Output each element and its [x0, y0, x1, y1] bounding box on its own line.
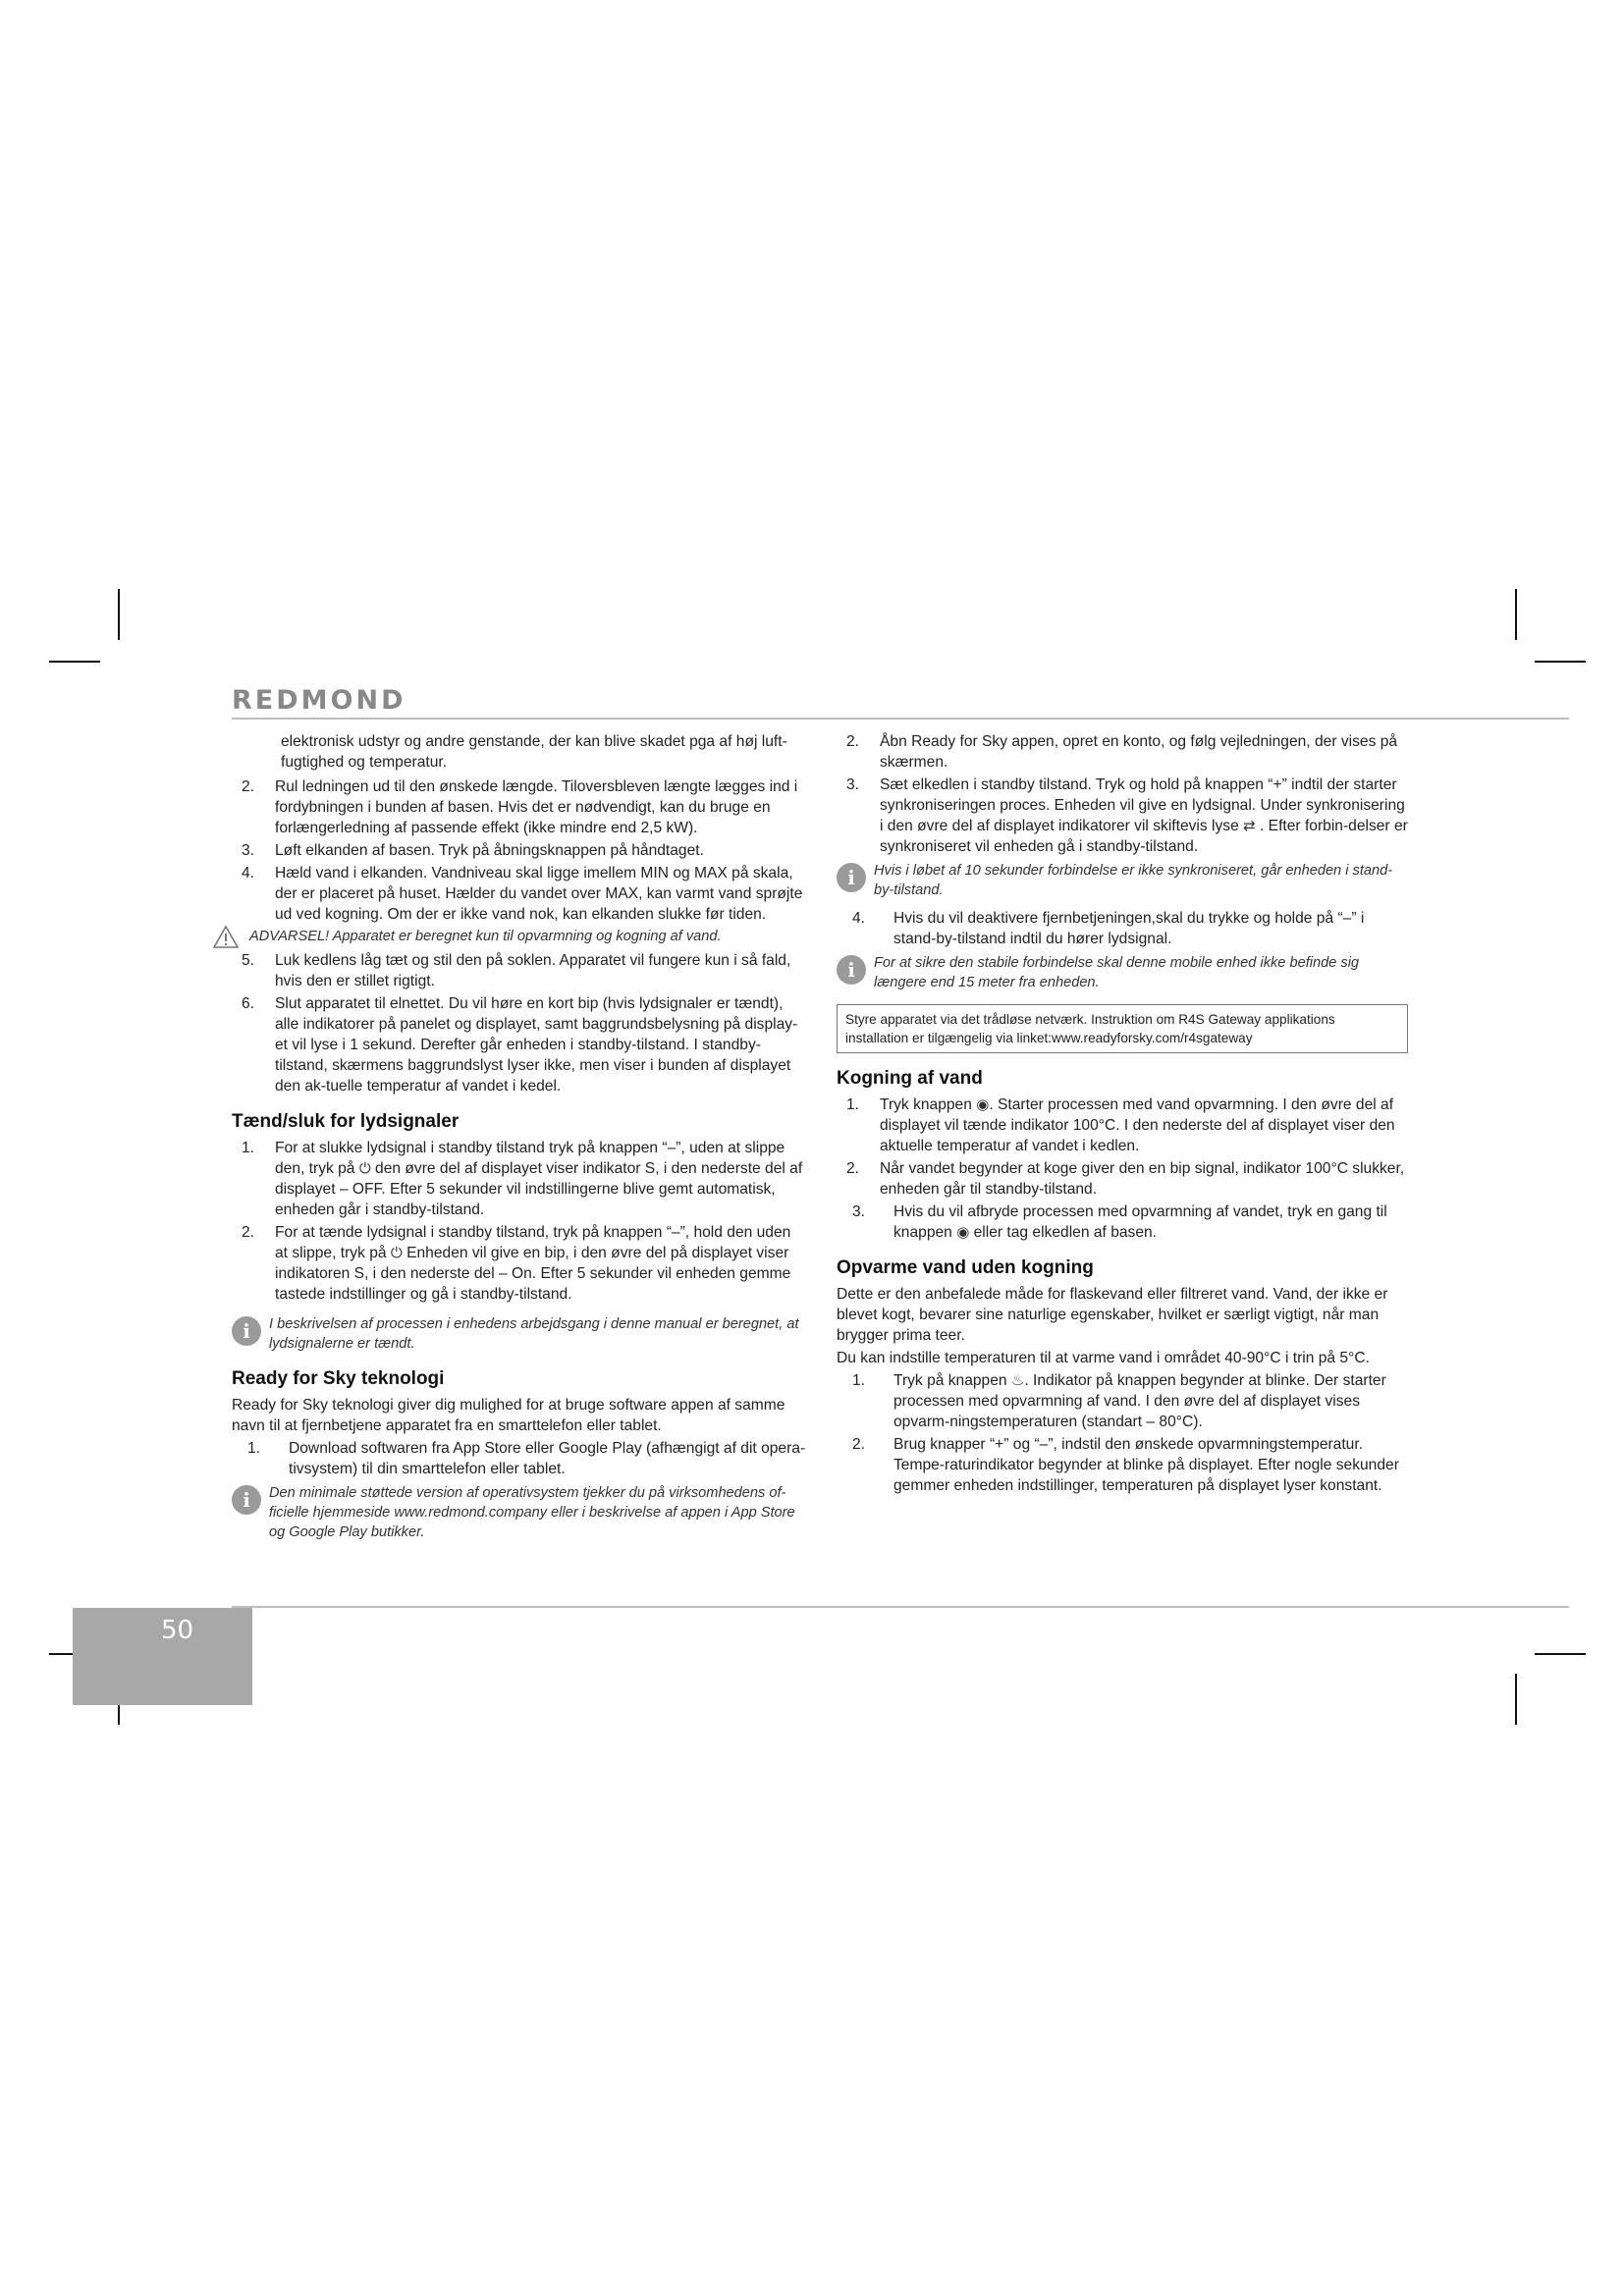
footer-rule [232, 1606, 1569, 1608]
info-note: i For at sikre den stabile forbindelse skal denne mobile enhed ikke befinde sig længere end 15 meter fra enheden. [837, 953, 1408, 992]
info-note: i Hvis i løbet af 10 sekunder forbindelse er ikke synkroniseret, går enheden i stand-by-tilstand. [837, 861, 1408, 900]
start-icon: ◉ [976, 1096, 990, 1113]
list-item: 3. Sæt elkedlen i standby tilstand. Tryk og hold på knappen “+” indtil der starter synkroniseringen proces. Enheden vil give en lydsignal. Under synkronisering i den øvre del af displayet indikatorer vil skiftevis lyse ⇄ . Efter forbin-delser er synkroniseret vil enheden gå i standby-tilstand. [846, 776, 1408, 855]
list-item: 2. Åbn Ready for Sky appen, opret en konto, og følg vejledningen, der vises på skærmen. [846, 733, 1398, 771]
right-column [837, 731, 1408, 1498]
warning-note: ADVARSEL! Apparatet er beregnet kun til opvarmning og kogning af vand. [212, 927, 807, 946]
list-item: 2. For at tænde lydsignal i standby tilstand, tryk på knappen “–”, hold den uden at slippe, tryk på ⏻ Enheden vil give en bip, i den øvre del på displayet viser indikatoren S, i den nederste del – On. Efter 5 sekunder vil enheden gemme tastede indstillinger og gå i standby-tilstand. [242, 1224, 791, 1303]
crop-mark [1535, 1653, 1586, 1655]
section-heading-sound: Tænd/sluk for lydsignaler [232, 1111, 460, 1132]
power-icon: ⏻ [358, 1160, 371, 1177]
section-heading-boil: Kogning af vand [837, 1068, 983, 1089]
list-item: 4. Hvis du vil deaktivere fjernbetjeningen,skal du trykke og holde på “–” i stand-by-tilstand indtil du hører lydsignal. [852, 910, 1365, 947]
header-rule [232, 718, 1569, 720]
section-heading-sky: Ready for Sky teknologi [232, 1368, 445, 1389]
heat-icon: ♨ [1010, 1372, 1025, 1389]
list-item: 1. Tryk på knappen ♨. Indikator på knappen begynder at blinke. Der starter processen med opvarmning af vand. I den øvre del af displayet vises opvarm-ningstemperaturen (standart – 80°C). [852, 1372, 1386, 1430]
paragraph: Ready for Sky teknologi giver dig mulighed for at bruge software appen af samme navn til at fjernbetjene apparatet fra en smarttelefon eller tablet. [232, 1397, 785, 1434]
info-note: i I beskrivelsen af processen i enhedens arbejdsgang i denne manual er beregnet, at lydsignalerne er tændt. [232, 1314, 807, 1354]
crop-mark [1515, 1674, 1517, 1725]
list-item: 3. Hvis du vil afbryde processen med opvarmning af vandet, tryk en gang til knappen ◉ eller tag elkedlen af basen. [852, 1203, 1387, 1241]
info-note: i Den minimale støttede version af operativsystem tjekker du på virksomhedens of-ficielle hjemmeside www.redmond.company eller i beskrivelse af appen i App Store og Google Play butikker. [232, 1483, 807, 1542]
list-item: 5. Luk kedlens låg tæt og stil den på soklen. Apparatet vil fungere kun i så fald, hvis den er stillet rigtigt. [242, 952, 791, 989]
page-number: 50 [161, 1616, 194, 1645]
paragraph: Du kan indstille temperaturen til at varme vand i området 40-90°C i trin på 5°C. [837, 1350, 1370, 1366]
list-item: 1. For at slukke lydsignal i standby tilstand tryk på knappen “–”, uden at slippe den, tryk på ⏻ den øvre del af displayet viser indikator S, i den nederste del af displayet – OFF. Efter 5 sekunder vil indstillingerne blive gemt automatisk, enheden går i standby-tilstand. [242, 1140, 803, 1218]
list-item: 6. Slut apparatet til elnettet. Du vil høre en kort bip (hvis lydsignaler er tændt), alle indikatorer på panelet og displayet, samt baggrundsbelysning på display-et vil lyse i 1 sekund. Derefter går enheden i standby-tilstand. I standby-tilstand, skærmens baggrundslyst lyser ikke, men viser i bunden af displayet den ak-tuelle temperatur af vandet i kedel. [242, 995, 798, 1095]
crop-mark [1515, 589, 1517, 640]
brand-logo: REDMOND [232, 685, 406, 716]
list-item: 1. Download softwaren fra App Store eller Google Play (afhængigt af dit opera-tivsystem) til din smarttelefon eller tablet. [247, 1440, 806, 1477]
list-item: 2. Brug knapper “+” og “–”, indstil den ønskede opvarmningstemperatur. Tempe-raturindikator begynder at blinke på displayet. Efter nogle sekunder gemmer enheden indstillinger, temperaturen på displayet lyser konstant. [852, 1436, 1399, 1494]
crop-mark [49, 661, 100, 663]
section-heading-heat: Opvarme vand uden kogning [837, 1257, 1094, 1278]
crop-mark [1535, 661, 1586, 663]
info-icon: i [232, 1485, 261, 1515]
paragraph: Dette er den anbefalede måde for flaskevand eller filtreret vand. Vand, der ikke er blevet kogt, bevarer sine naturlige egenskaber, hvilket er særligt vigtigt, når man brygger prima teer. [837, 1286, 1388, 1344]
left-column [232, 731, 807, 1550]
list-item: 3. Løft elkanden af basen. Tryk på åbningsknappen på håndtaget. [242, 842, 704, 859]
sync-icon: ⇄ [1243, 818, 1256, 834]
list-item: 2. Rul ledningen ud til den ønskede længde. Tiloversbleven længte lægges ind i fordybningen i bunden af basen. Hvis det er nødvendigt, kan du bruge en forlængerledning af passende effekt (ikke mindre end 2,5 kW). [242, 778, 798, 836]
info-icon: i [232, 1316, 261, 1346]
info-box: Styre apparatet via det trådløse netværk. Instruktion om R4S Gateway applikations installation er tilgængelig via linket:www.readyforsky.com/r4sgateway [837, 1004, 1408, 1053]
list-item: 1. Tryk knappen ◉. Starter processen med vand opvarmning. I den øvre del af displayet vil tænde indikator 100°C. I den nederste del af displayet viser den aktuelle temperatur af vandet i kedlen. [846, 1096, 1395, 1154]
list-item: 2. Når vandet begynder at koge giver den en bip signal, indikator 100°C slukker, enheden går til standby-tilstand. [846, 1160, 1405, 1198]
info-icon: i [837, 955, 866, 985]
info-icon: i [837, 863, 866, 892]
start-icon: ◉ [956, 1224, 970, 1241]
power-icon: ⏻ [390, 1245, 403, 1261]
crop-mark [118, 589, 120, 640]
list-item: 4. Hæld vand i elkanden. Vandniveau skal ligge imellem MIN og MAX på skala, der er placeret på huset. Hælder du vandet over MAX, kan varmt vand sprøjte ud ved kogning. Om der er ikke vand nok, kan elkanden slukke før tiden. [242, 865, 803, 923]
continued-text: elektronisk udstyr og andre genstande, der kan blive skadet pga af høj luft-fugtighed og temperatur. [281, 733, 787, 771]
